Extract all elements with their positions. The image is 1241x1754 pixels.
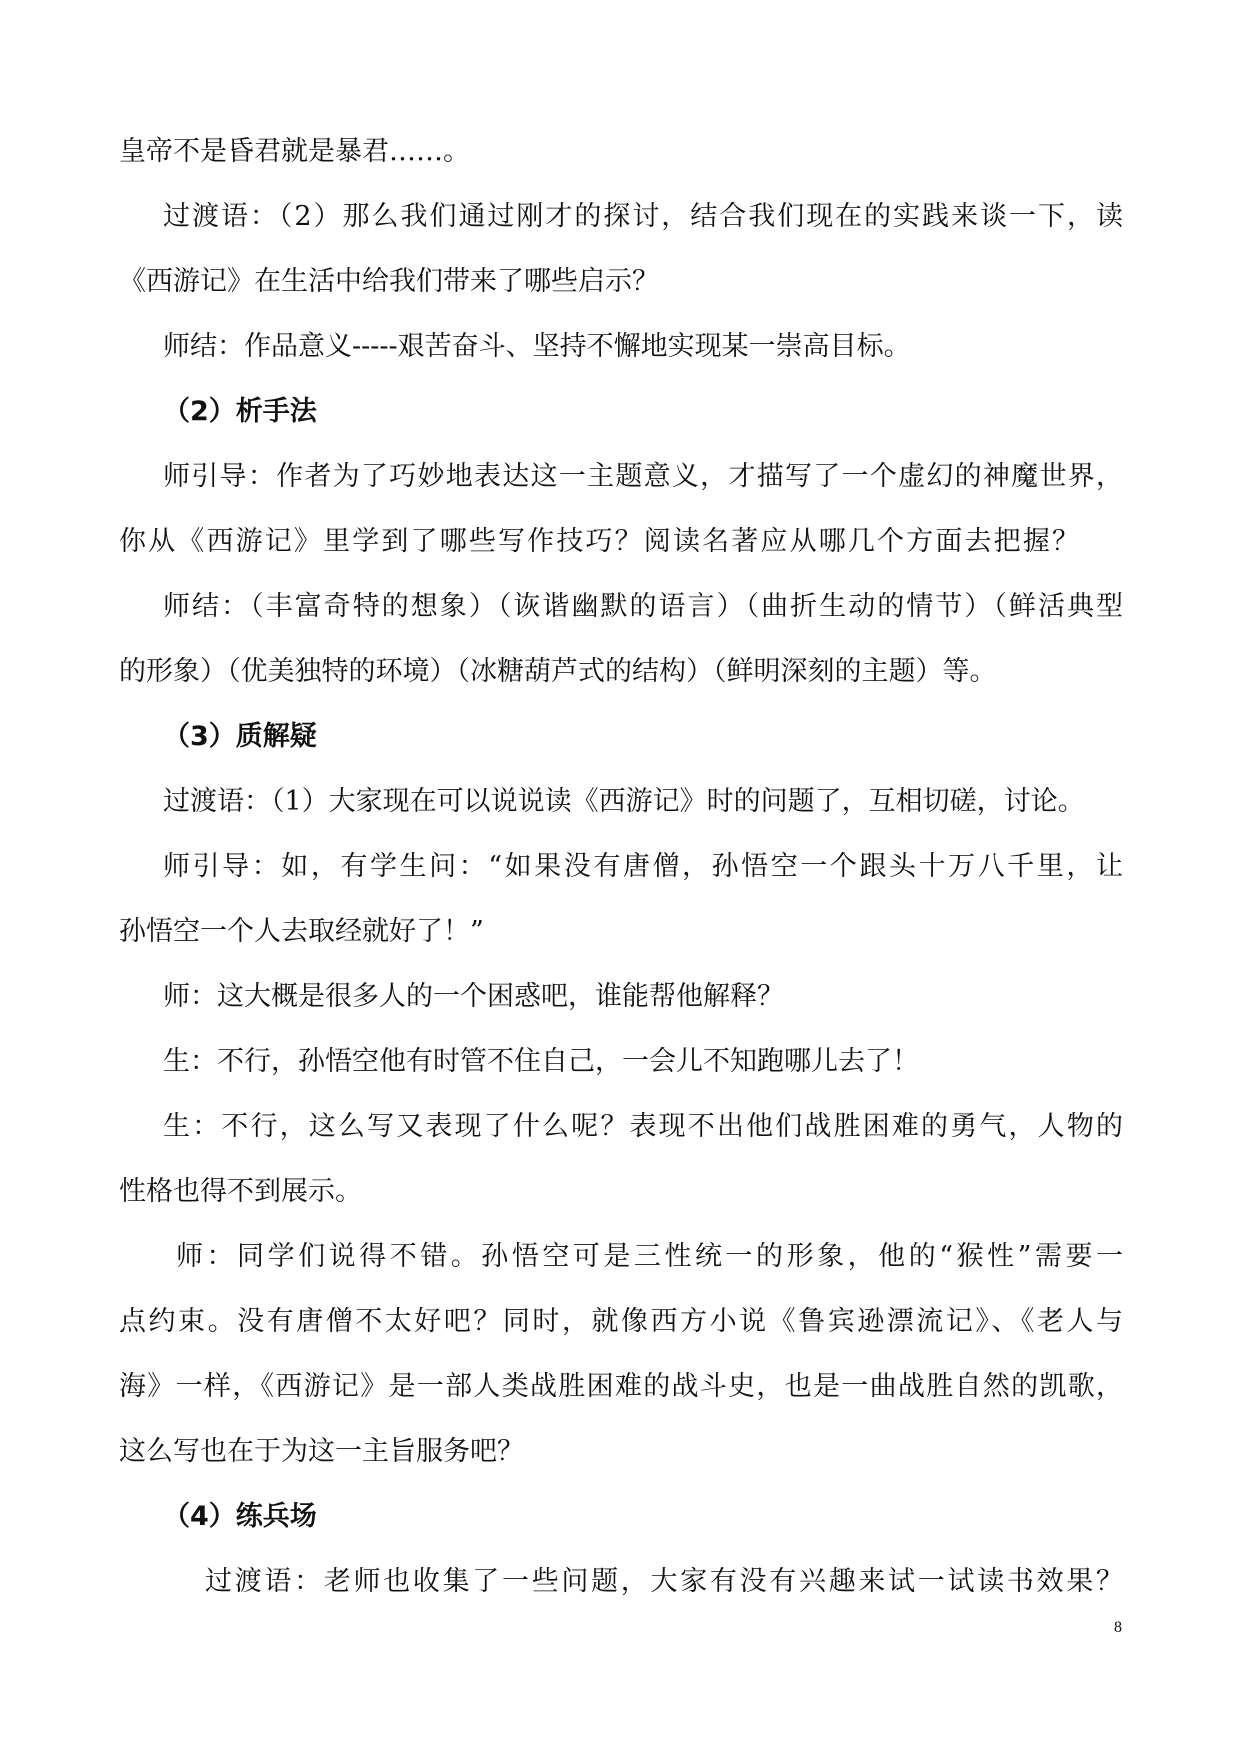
text-line: 师：这大概是很多人的一个困惑吧，谁能帮他解释？ (163, 981, 784, 1012)
text-line: 师引导：作者为了巧妙地表达这一主题意义，才描写了一个虚幻的神魔世界， (163, 461, 1123, 492)
section-heading: （2）析手法 (163, 396, 317, 427)
text-line: 《西游记》在生活中给我们带来了哪些启示？ (119, 266, 659, 297)
text-line: 点约束。没有唐僧不太好吧？同时，就像西方小说《鲁宾逊漂流记》、《老人与 (119, 1306, 1123, 1337)
text-line: 这么写也在于为这一主旨服务吧？ (119, 1436, 524, 1467)
text-line: 师结：（丰富奇特的想象）（诙谐幽默的语言）（曲折生动的情节）（鲜活典型 (163, 591, 1123, 622)
text-line: 孙悟空一个人去取经就好了！” (119, 916, 484, 947)
text-line: 生：不行，孙悟空他有时管不住自己，一会儿不知跑哪儿去了！ (163, 1046, 919, 1077)
section-heading: （4）练兵场 (163, 1501, 317, 1532)
text-line: 你从《西游记》里学到了哪些写作技巧？阅读名著应从哪几个方面去把握？ (119, 526, 1079, 557)
text-line: 过渡语：老师也收集了一些问题，大家有没有兴趣来试一试读书效果？ (205, 1566, 1123, 1597)
text-line: 海》一样，《西游记》是一部人类战胜困难的战斗史，也是一曲战胜自然的凯歌， (119, 1371, 1123, 1402)
text-line: 皇帝不是昏君就是暴君……。 (119, 136, 470, 167)
text-line: 师结：作品意义-----艰苦奋斗、坚持不懈地实现某一崇高目标。 (163, 331, 911, 362)
section-heading: （3）质解疑 (163, 721, 317, 752)
text-line: 生：不行，这么写又表现了什么呢？表现不出他们战胜困难的勇气，人物的 (163, 1111, 1123, 1142)
text-line: 师引导：如，有学生问：“如果没有唐僧，孙悟空一个跟头十万八千里，让 (163, 851, 1123, 882)
page-number: 8 (1114, 1619, 1122, 1636)
text-line: 性格也得不到展示。 (119, 1176, 362, 1207)
text-line: 的形象）（优美独特的环境）（冰糖葫芦式的结构）（鲜明深刻的主题）等。 (119, 656, 997, 687)
text-line: 师：同学们说得不错。孙悟空可是三性统一的形象，他的“猴性”需要一 (176, 1241, 1123, 1272)
text-line: 过渡语：（2）那么我们通过刚才的探讨，结合我们现在的实践来谈一下，读 (163, 201, 1123, 232)
text-line: 过渡语：（1）大家现在可以说说读《西游记》时的问题了，互相切磋，讨论。 (163, 786, 1085, 817)
